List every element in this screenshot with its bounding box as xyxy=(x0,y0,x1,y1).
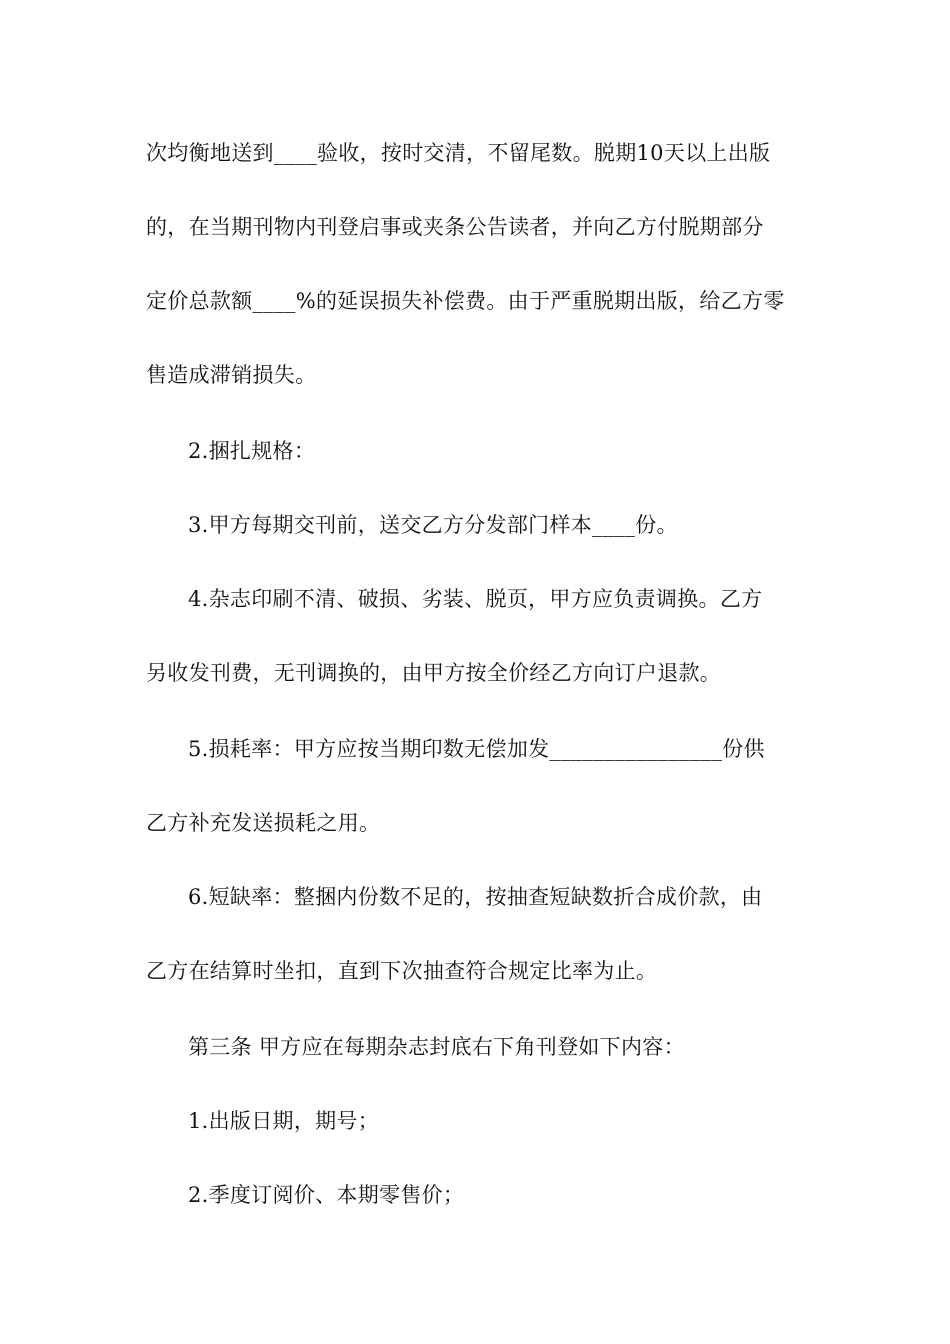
paragraph-line: 3.甲方每期交刊前，送交乙方分发部门样本____份。 xyxy=(188,513,678,537)
paragraph-line: 另收发刊费，无刊调换的，由甲方按全价经乙方向订户退款。 xyxy=(146,661,722,685)
paragraph-line: 1.出版日期，期号； xyxy=(188,1109,380,1133)
paragraph-line: 定价总款额____%的延误损失补偿费。由于严重脱期出版，给乙方零 xyxy=(146,289,785,313)
paragraph-line: 乙方在结算时坐扣，直到下次抽查符合规定比率为止。 xyxy=(146,959,658,983)
paragraph-line: 第三条 甲方应在每期杂志封底右下角刊登如下内容： xyxy=(188,1035,685,1059)
paragraph-line: 乙方补充发送损耗之用。 xyxy=(146,811,381,835)
paragraph-line: 次均衡地送到____验收，按时交清，不留尾数。脱期10天以上出版 xyxy=(146,141,771,165)
paragraph-line: 的，在当期刊物内刊登启事或夹条公告读者，并向乙方付脱期部分 xyxy=(146,215,764,239)
paragraph-line: 4.杂志印刷不清、破损、劣装、脱页，甲方应负责调换。乙方 xyxy=(188,587,763,611)
paragraph-line: 6.短缺率：整捆内份数不足的，按抽查短缺数折合成价款，由 xyxy=(188,885,763,909)
paragraph-line: 5.损耗率：甲方应按当期印数无偿加发________________份供 xyxy=(188,737,765,761)
paragraph-line: 售造成滞销损失。 xyxy=(146,363,317,387)
paragraph-line: 2.季度订阅价、本期零售价； xyxy=(188,1183,465,1207)
paragraph-line: 2.捆扎规格： xyxy=(188,439,316,463)
